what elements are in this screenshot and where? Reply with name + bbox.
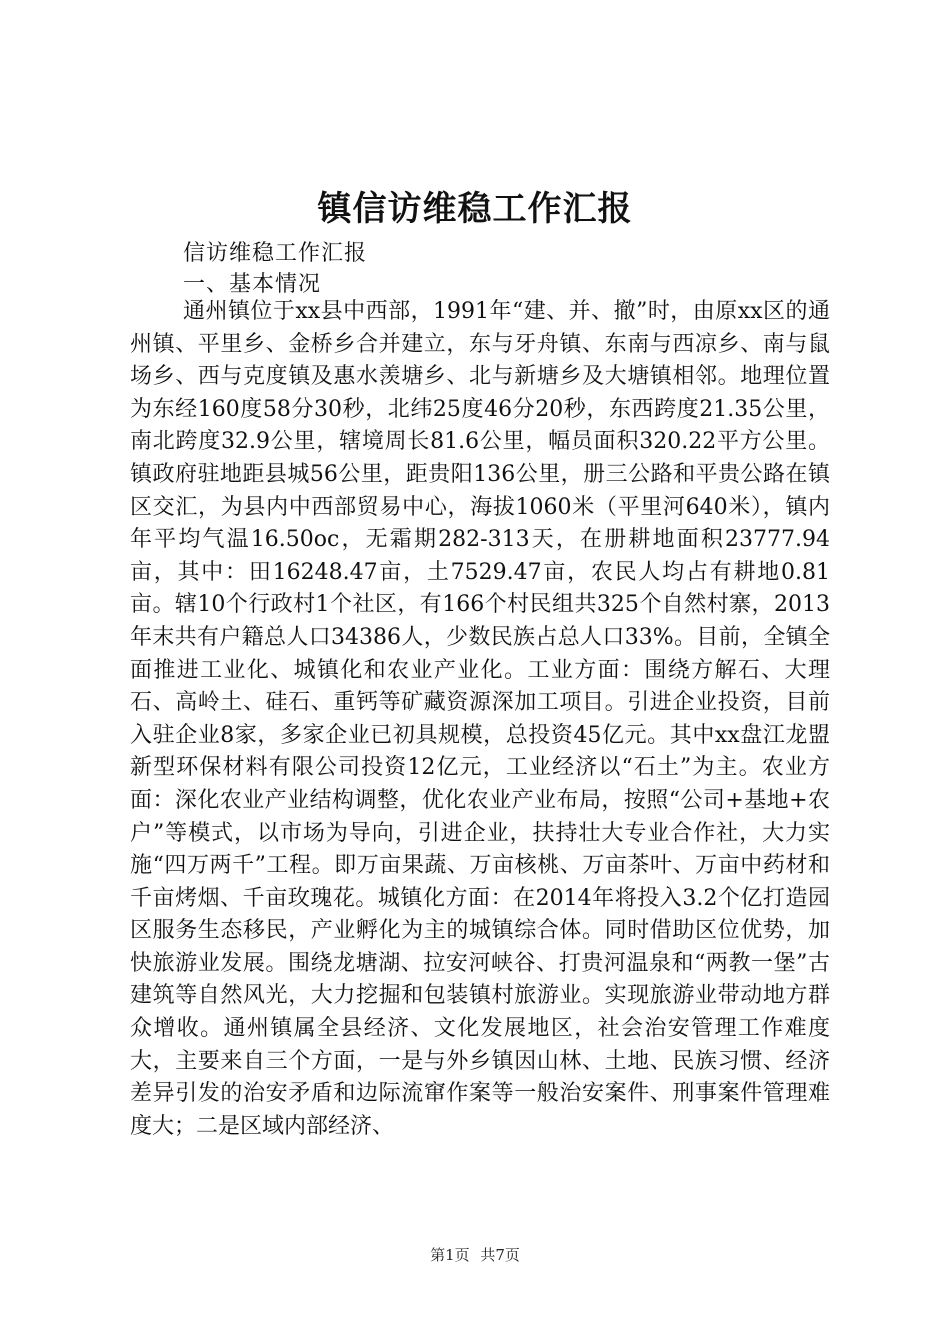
section-heading: 一、基本情况 <box>183 272 322 297</box>
document-title: 镇信访维稳工作汇报 <box>317 189 633 229</box>
page-total: 共7页 <box>480 1246 520 1264</box>
page-number: 第1页 <box>430 1246 470 1264</box>
page-footer <box>0 1244 950 1266</box>
document-subtitle: 信访维稳工作汇报 <box>183 241 368 266</box>
body-paragraph: 通州镇位于xx县中西部，1991年“建、并、撤”时，由原xx区的通州镇、平里乡、金桥乡合并建立，东与牙舟镇、东南与西凉乡、南与鼠场乡、西与克度镇及惠水羡塘乡、北与新塘乡及大塘镇相邻。地理位置为东经160度58分30秒，北纬25度46分20秒，东西跨度21.35公里，南北跨度32.9公里，辖境周长81.6公里，幅员面积320.22平方公里。镇政府驻地距县城56公里，距贵阳136公里，册三公路和平贵公路在镇区交汇，为县内中西部贸易中心，海拔1060米（平里河640米），镇内年平均气温16.50oc，无霜期282-313天，在册耕地面积23777.94亩，其中：田16248.47亩，土7529.47亩，农民人均占有耕地0.81亩。辖10个行政村1个社区，有166个村民组共325个自然村寨，2013年末共有户籍总人口34386人，少数民族占总人口33%。目前，全镇全面推进工业化、城镇化和农业产业化。工业方面：围绕方解石、大理石、高岭土、硅石、重钙等矿藏资源深加工项目。引进企业投资，目前入驻企业8家，多家企业已初具规模，总投资45亿元。其中xx盘江龙盟新型环保材料有限公司投资12亿元，工业经济以“石土”为主。农业方面：深化农业产业结构调整，优化农业产业布局，按照“公司+基地+农户”等模式，以市场为导向，引进企业，扶持壮大专业合作社，大力实施“四万两千”工程。即万亩果蔬、万亩核桃、万亩茶叶、万亩中药材和千亩烤烟、千亩玫瑰花。城镇化方面：在2014年将投入3.2个亿打造园区服务生态移民，产业孵化为主的城镇综合体。同时借助区位优势，加快旅游业发展。围绕龙塘湖、拉安河峡谷、打贵河温泉和“两教一堡”古建筑等自然风光，大力挖掘和包装镇村旅游业。实现旅游业带动地方群众增收。通州镇属全县经济、文化发展地区，社会治安管理工作难度大，主要来自三个方面，一是与外乡镇因山林、土地、民族习惯、经济差异引发的治安矛盾和边际流窜作案等一般治安案件、刑事案件管理难度大；二是区域内部经济、 <box>130 299 830 1139</box>
